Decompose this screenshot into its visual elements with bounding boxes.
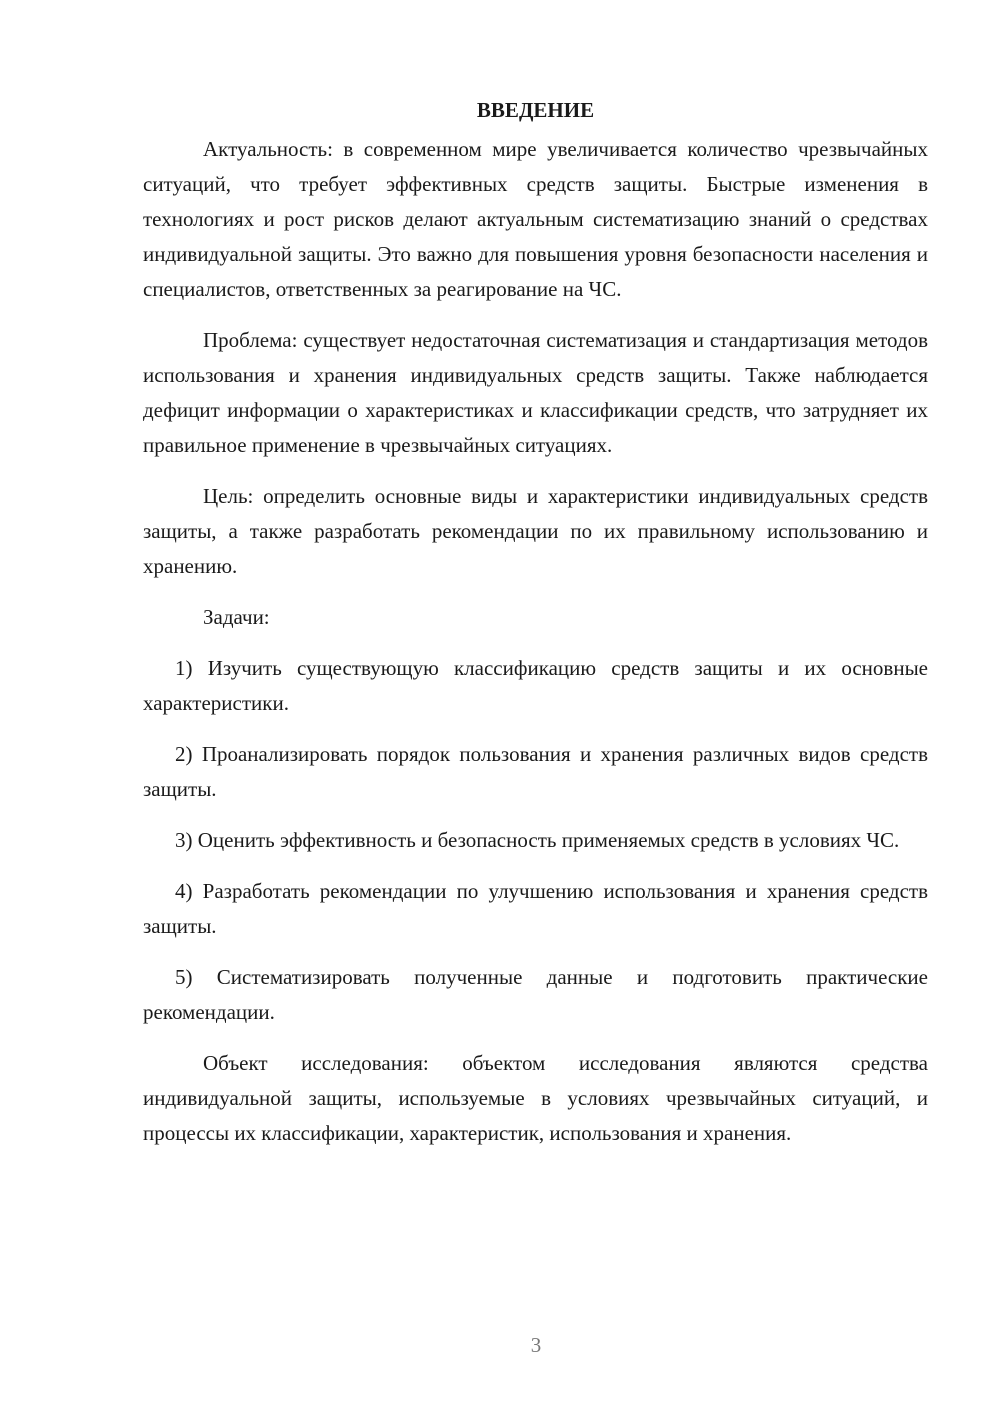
task-item-4: 4) Разработать рекомендации по улучшению использования и хранения средств защиты. xyxy=(143,879,928,938)
document-body xyxy=(143,93,928,1151)
relevance-paragraph: Актуальность: в современном мире увеличивается количество чрезвычайных ситуаций, что требует эффективных средств защиты. Быстрые изменения в технологиях и рост рисков делают актуальным систематизацию знаний о средствах индивидуальной защиты. Это важно для повышения уровня безопасности населения и специалистов, ответственных за реагирование на ЧС. xyxy=(143,137,928,301)
task-item-2: 2) Проанализировать порядок пользования и хранения различных видов средств защиты. xyxy=(143,742,928,801)
task-item-3: 3) Оценить эффективность и безопасность применяемых средств в условиях ЧС. xyxy=(175,828,900,852)
problem-paragraph: Проблема: существует недостаточная систематизация и стандартизация методов использования и хранения индивидуальных средств защиты. Также наблюдается дефицит информации о характеристиках и классификации средств, что затрудняет их правильное применение в чрезвычайных ситуациях. xyxy=(143,328,928,457)
goal-paragraph: Цель: определить основные виды и характеристики индивидуальных средств защиты, а также разработать рекомендации по их правильному использованию и хранению. xyxy=(143,484,928,578)
task-item-5: 5) Систематизировать полученные данные и подготовить практические рекомендации. xyxy=(143,965,928,1024)
page-number: 3 xyxy=(530,1333,542,1357)
object-paragraph: Объект исследования: объектом исследования являются средства индивидуальной защиты, используемые в условиях чрезвычайных ситуаций, и процессы их классификации, характеристик, использования и хранения. xyxy=(143,1051,928,1145)
section-title: ВВЕДЕНИЕ xyxy=(476,98,595,122)
task-item-1: 1) Изучить существующую классификацию средств защиты и их основные характеристики. xyxy=(143,656,928,715)
tasks-heading: Задачи: xyxy=(203,605,270,629)
